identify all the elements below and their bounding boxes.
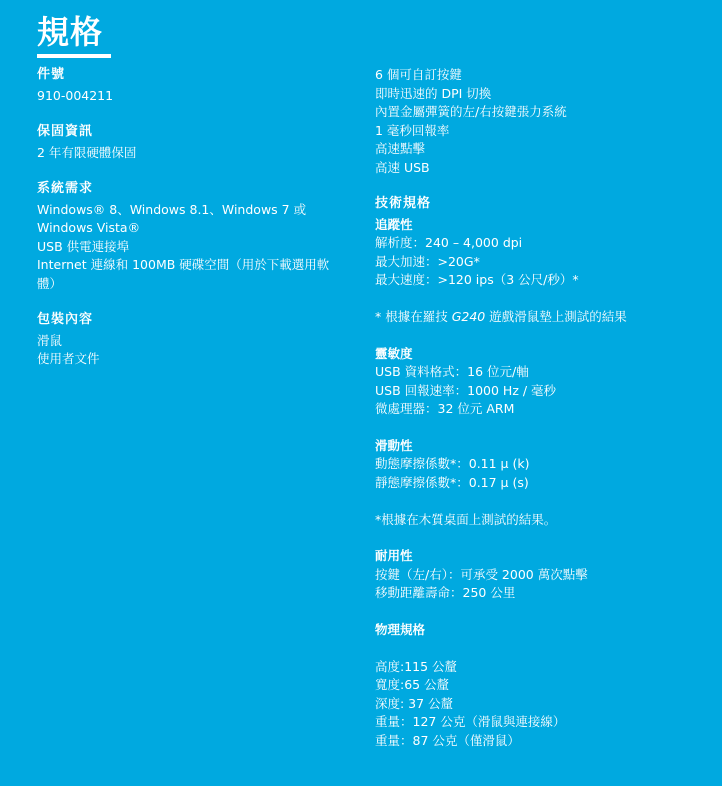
- responsiveness-heading: 靈敏度: [375, 345, 413, 361]
- physical-section: [375, 621, 705, 751]
- tracking-section: [375, 216, 705, 327]
- package-item-docs: 使用者文件: [37, 351, 100, 366]
- part-number-heading: 件號: [37, 67, 66, 82]
- durability-section: [375, 547, 705, 603]
- requirement-os: Windows® 8、Windows 8.1、Windows 7 或 Windows Vista®: [37, 201, 307, 235]
- physical-heading: 物理規格: [375, 621, 426, 637]
- package-section: [37, 311, 347, 369]
- physical-depth: 深度: 37 公釐: [375, 695, 454, 711]
- tracking-note-prefix: * 根據在羅技: [375, 309, 452, 324]
- physical-height: 高度:115 公釐: [375, 658, 458, 674]
- feature-item: 1 毫秒回報率: [375, 122, 450, 138]
- requirements-heading: 系統需求: [37, 181, 94, 196]
- responsiveness-usb-format: USB 資料格式：16 位元/軸: [375, 364, 529, 379]
- glide-heading: 滑動性: [375, 437, 413, 453]
- tracking-speed: 最大速度：>120 ips（3 公尺/秒）*: [375, 272, 579, 287]
- glide-note: *根據在木質桌面上測試的結果。: [375, 511, 557, 527]
- warranty-heading: 保固資訊: [37, 124, 94, 139]
- durability-distance: 移動距離壽命：250 公里: [375, 585, 516, 600]
- responsiveness-processor: 微處理器：32 位元 ARM: [375, 401, 515, 416]
- requirement-internet: Internet 連線和 100MB 硬碟空間（用於下載選用軟體）: [37, 257, 330, 291]
- part-number-value: 910-004211: [37, 87, 114, 103]
- package-item-mouse: 滑鼠: [37, 332, 63, 348]
- durability-buttons: 按鍵（左/右）：可承受 2000 萬次點擊: [375, 566, 588, 582]
- feature-item: 即時迅速的 DPI 切換: [375, 85, 492, 101]
- responsiveness-section: [375, 345, 705, 419]
- tracking-resolution: 解析度：240 – 4,000 dpi: [375, 235, 523, 250]
- title-underline: [37, 54, 111, 58]
- tracking-note: [375, 308, 705, 327]
- tracking-note-suffix: 遊戲滑鼠墊上測試的結果: [485, 309, 627, 324]
- glide-section: [375, 437, 705, 530]
- tracking-note-model: G240: [451, 309, 486, 324]
- features-section: [375, 66, 705, 177]
- glide-static: 靜態摩擦係數*：0.17 µ (s): [375, 474, 529, 490]
- durability-heading: 耐用性: [375, 548, 413, 563]
- feature-item: 6 個可自訂按鍵: [375, 67, 462, 82]
- warranty-value: 2 年有限硬體保固: [37, 144, 137, 160]
- warranty-section: [37, 123, 347, 162]
- physical-width: 寬度:65 公釐: [375, 677, 450, 692]
- feature-item: 內置金屬彈簧的左/右按鍵張力系統: [375, 104, 567, 119]
- part-number-section: [37, 66, 347, 105]
- responsiveness-report-rate: USB 回報速率：1000 Hz / 毫秒: [375, 382, 557, 398]
- requirement-usb: USB 供電連接埠: [37, 238, 130, 254]
- left-column: [37, 66, 347, 387]
- feature-item: 高速 USB: [375, 159, 430, 175]
- right-column: [375, 66, 705, 768]
- glide-dynamic: 動態摩擦係數*：0.11 µ (k): [375, 456, 530, 471]
- tech-specs-heading: 技術規格: [375, 196, 432, 211]
- package-heading: 包裝內容: [37, 312, 94, 327]
- physical-weight-cable: 重量：127 公克（滑鼠與連接線）: [375, 714, 566, 729]
- feature-item: 高速點擊: [375, 141, 426, 156]
- page-title: 規格: [37, 13, 104, 51]
- requirements-section: [37, 180, 347, 293]
- tracking-acceleration: 最大加速：>20G*: [375, 253, 480, 269]
- physical-weight-mouse: 重量：87 公克（僅滑鼠）: [375, 732, 520, 748]
- tracking-heading: 追蹤性: [375, 216, 413, 232]
